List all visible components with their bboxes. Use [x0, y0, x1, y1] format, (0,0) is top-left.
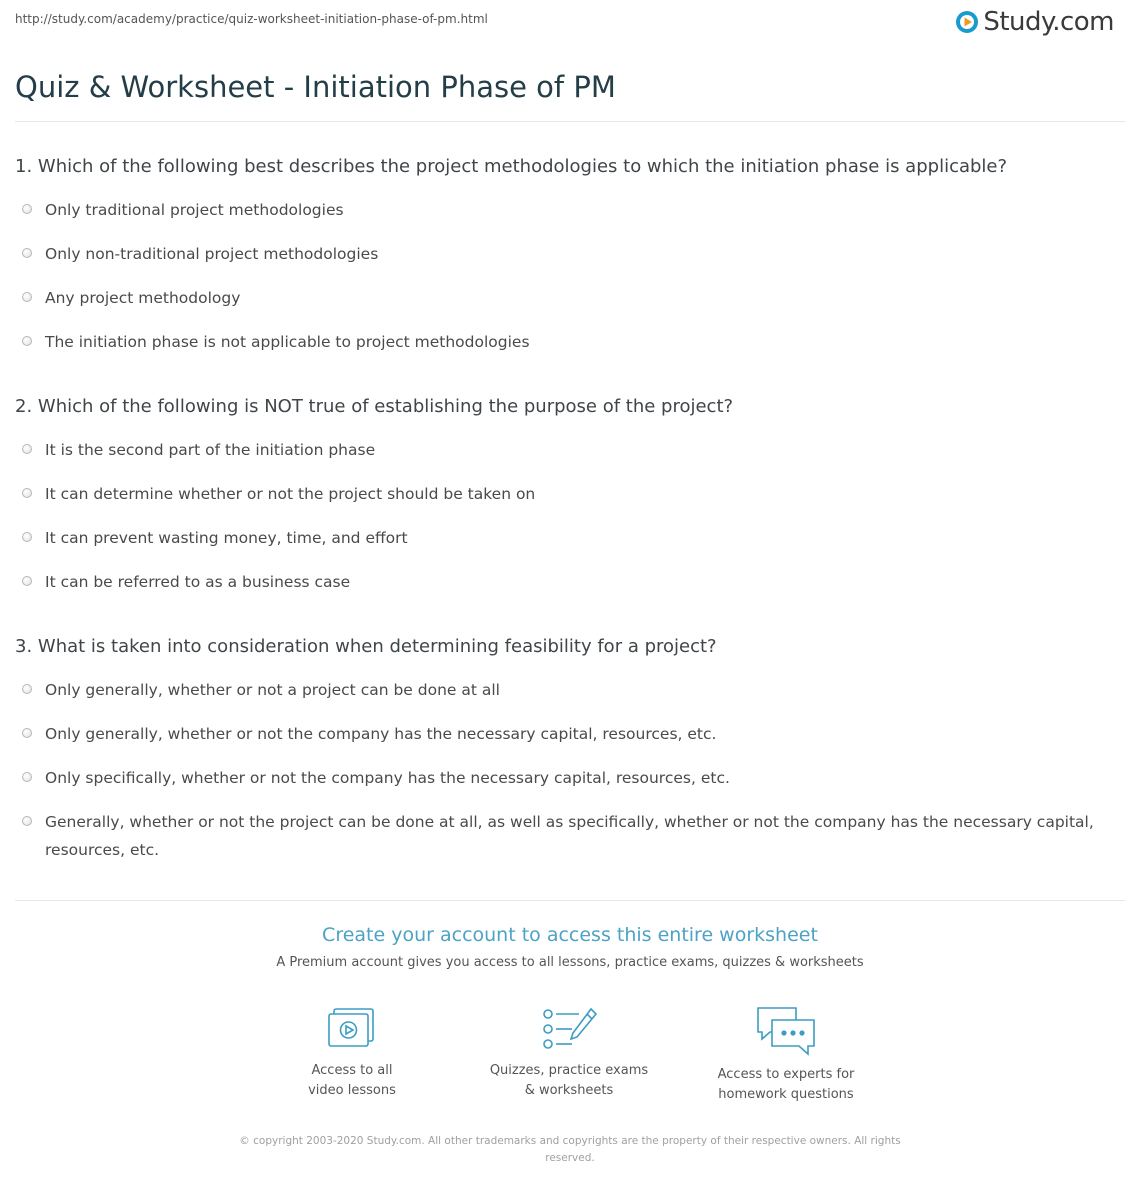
- option-label: It is the second part of the initiation phase: [45, 441, 376, 459]
- option-label: Generally, whether or not the project can be done at all, as well as specifically, whether or not the company has the necessary capital, resources, etc.: [45, 813, 1094, 859]
- answer-option[interactable]: [22, 808, 1126, 864]
- logo-text: Study.com: [983, 7, 1114, 37]
- copyright-footer: © copyright 2003-2020 Study.com. All other trademarks and copyrights are the property of their respective owners. All rights reserved.: [239, 1135, 901, 1164]
- feature-label: Access to all video lessons: [308, 1063, 396, 1098]
- radio-button[interactable]: [22, 576, 32, 586]
- answer-option[interactable]: [22, 328, 1126, 356]
- video-lessons-icon: [325, 1005, 379, 1053]
- option-label: Only specifically, whether or not the company has the necessary capital, resources, etc.: [45, 769, 730, 787]
- radio-button[interactable]: [22, 336, 32, 346]
- answer-option[interactable]: [22, 720, 1126, 748]
- divider: [15, 121, 1125, 122]
- option-label: It can be referred to as a business case: [45, 573, 351, 591]
- answer-option[interactable]: [22, 480, 1126, 508]
- radio-button[interactable]: [22, 292, 32, 302]
- feature-video-lessons: [247, 1005, 457, 1101]
- quiz-checklist-icon: [539, 1005, 599, 1053]
- chat-bubbles-icon: [754, 1005, 818, 1057]
- radio-button[interactable]: [22, 816, 32, 826]
- answer-option[interactable]: [22, 436, 1126, 464]
- option-label: Only generally, whether or not a project can be done at all: [45, 681, 500, 699]
- premium-description: A Premium account gives you access to all lessons, practice exams, quizzes & worksheets: [276, 955, 864, 970]
- option-label: Only non-traditional project methodologies: [45, 245, 379, 263]
- feature-quizzes: [464, 1005, 674, 1101]
- answer-option[interactable]: [22, 568, 1126, 596]
- radio-button[interactable]: [22, 772, 32, 782]
- question-3: 3. What is taken into consideration when determining feasibility for a project?: [15, 636, 717, 657]
- feature-label: Access to experts for homework questions: [717, 1067, 855, 1102]
- study-logo[interactable]: [955, 7, 1114, 37]
- page-url: http://study.com/academy/practice/quiz-worksheet-initiation-phase-of-pm.html: [15, 12, 488, 26]
- answer-option[interactable]: [22, 524, 1126, 552]
- radio-button[interactable]: [22, 728, 32, 738]
- question-1: 1. Which of the following best describes the project methodologies to which the initiation phase is applicable?: [15, 156, 1008, 177]
- answer-option[interactable]: [22, 240, 1126, 268]
- feature-label: Quizzes, practice exams & worksheets: [489, 1063, 649, 1098]
- option-label: Only generally, whether or not the company has the necessary capital, resources, etc.: [45, 725, 717, 743]
- option-label: It can determine whether or not the project should be taken on: [45, 485, 536, 503]
- page-title: Quiz & Worksheet - Initiation Phase of PM: [15, 70, 616, 104]
- option-label: Any project methodology: [45, 289, 241, 307]
- radio-button[interactable]: [22, 488, 32, 498]
- answer-option[interactable]: [22, 284, 1126, 312]
- answer-option[interactable]: [22, 196, 1126, 224]
- create-account-link[interactable]: Create your account to access this entire worksheet: [322, 924, 818, 946]
- divider: [15, 900, 1125, 901]
- radio-button[interactable]: [22, 684, 32, 694]
- radio-button[interactable]: [22, 532, 32, 542]
- question-2: 2. Which of the following is NOT true of establishing the purpose of the project?: [15, 396, 734, 417]
- radio-button[interactable]: [22, 204, 32, 214]
- play-circle-icon: [955, 10, 979, 34]
- option-label: It can prevent wasting money, time, and effort: [45, 529, 408, 547]
- answer-option[interactable]: [22, 764, 1126, 792]
- option-label: Only traditional project methodologies: [45, 201, 344, 219]
- option-label: The initiation phase is not applicable to project methodologies: [45, 333, 530, 351]
- feature-experts: [681, 1005, 891, 1105]
- header-bar: [0, 0, 1140, 44]
- answer-option[interactable]: [22, 676, 1126, 704]
- radio-button[interactable]: [22, 248, 32, 258]
- radio-button[interactable]: [22, 444, 32, 454]
